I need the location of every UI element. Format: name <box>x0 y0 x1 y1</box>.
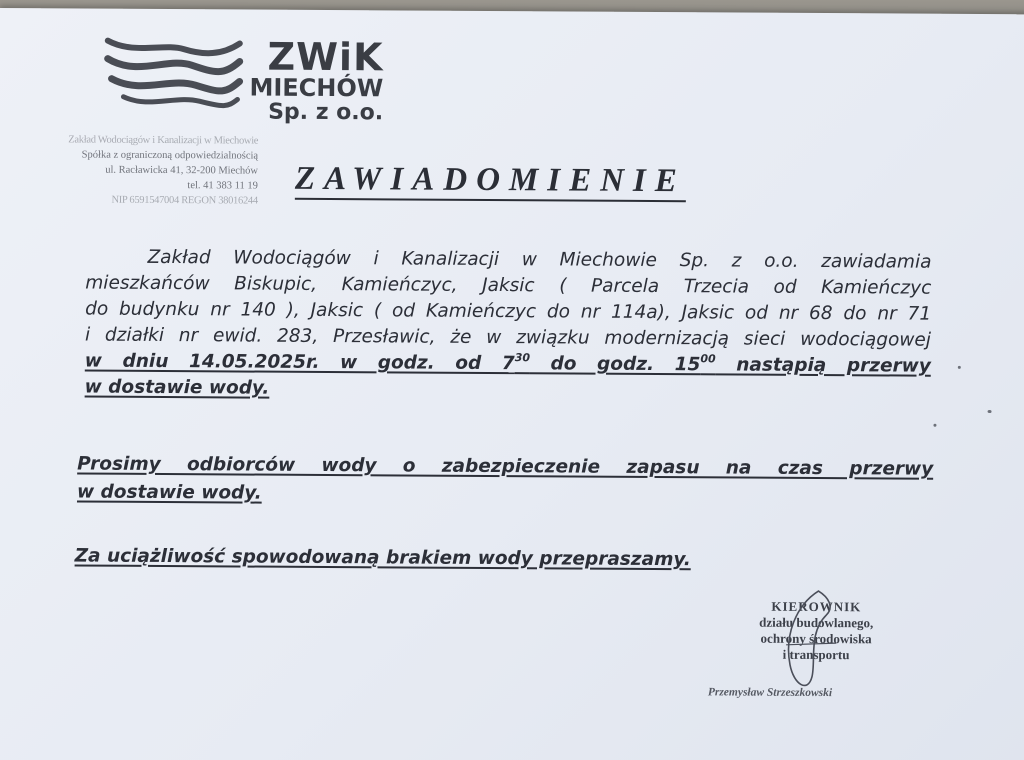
paper-speck <box>988 410 992 413</box>
stamp-dept-line: i transportu <box>782 646 850 663</box>
stamp-dept-line: ochrony środowiska <box>760 630 872 647</box>
outage-line-end: w dostawie wody. <box>84 376 270 399</box>
body-line: Zakład Wodociągów i Kanalizacji w Miechowie Sp. z o.o. zawiadamia <box>147 246 932 273</box>
request-paragraph <box>77 450 933 511</box>
stamp-line-address: ul. Racławicka 41, 32-200 Miechów <box>105 164 259 177</box>
outage-date-part: w dniu 14.05.2025r. w godz. od 7 <box>84 350 515 375</box>
paper-speck <box>958 366 961 369</box>
request-line: w dostawie wody. <box>76 481 262 504</box>
body-line: do budynku nr 140 ), Jaksic ( od Kamieńczyc do nr 114a), Jaksic od nr 68 do nr 71 <box>85 298 932 325</box>
notice-body <box>85 245 932 406</box>
logo-city: MIECHÓW <box>249 73 384 103</box>
end-minutes: 00 <box>700 352 716 366</box>
outage-result-part: nastąpią przerwy <box>715 354 931 377</box>
outage-until-part: do godz. 15 <box>529 353 701 376</box>
body-line: i działki nr ewid. 283, Przesławic, że w związku modernizacją sieci wodociągowej <box>84 324 932 351</box>
stamp-dept-line: działu budowlanego, <box>759 614 874 631</box>
manager-signature-stamp <box>696 598 937 701</box>
stamp-person-name: Przemysław Strzeszkowski <box>707 686 833 700</box>
apology-line: Za uciążliwość spowodowaną brakiem wody przepraszamy. <box>74 545 691 571</box>
stamp-line-legal-form: Spółka z ograniczoną odpowiedzialnością <box>81 149 259 162</box>
company-address-stamp <box>43 132 258 208</box>
logo-company-form: Sp. z o.o. <box>268 99 384 126</box>
request-line: Prosimy odbiorców wody o zabezpieczenie zapasu na czas przerwy <box>77 453 934 480</box>
stamp-line-tax-ids: NIP 6591547004 REGON 38016244 <box>111 194 258 207</box>
start-minutes: 30 <box>514 351 531 365</box>
stamp-line-phone: tel. 41 383 11 19 <box>187 180 258 192</box>
stamp-line-company: Zakład Wodociągów i Kanalizacji w Miechowie <box>68 134 259 147</box>
apology-paragraph <box>75 542 835 575</box>
paper-speck <box>933 424 936 427</box>
water-waves-logo-icon <box>103 33 243 114</box>
notice-sheet <box>0 8 1024 760</box>
body-line: mieszkańców Biskupic, Kamieńczyc, Jaksic ( Parcela Trzecia od Kamieńczyc <box>85 272 932 299</box>
stamp-role: KIEROWNIK <box>771 598 862 615</box>
notice-title: ZAWIADOMIENIE <box>295 160 686 202</box>
company-logo <box>249 34 384 126</box>
logo-name: ZWiK <box>267 34 384 80</box>
